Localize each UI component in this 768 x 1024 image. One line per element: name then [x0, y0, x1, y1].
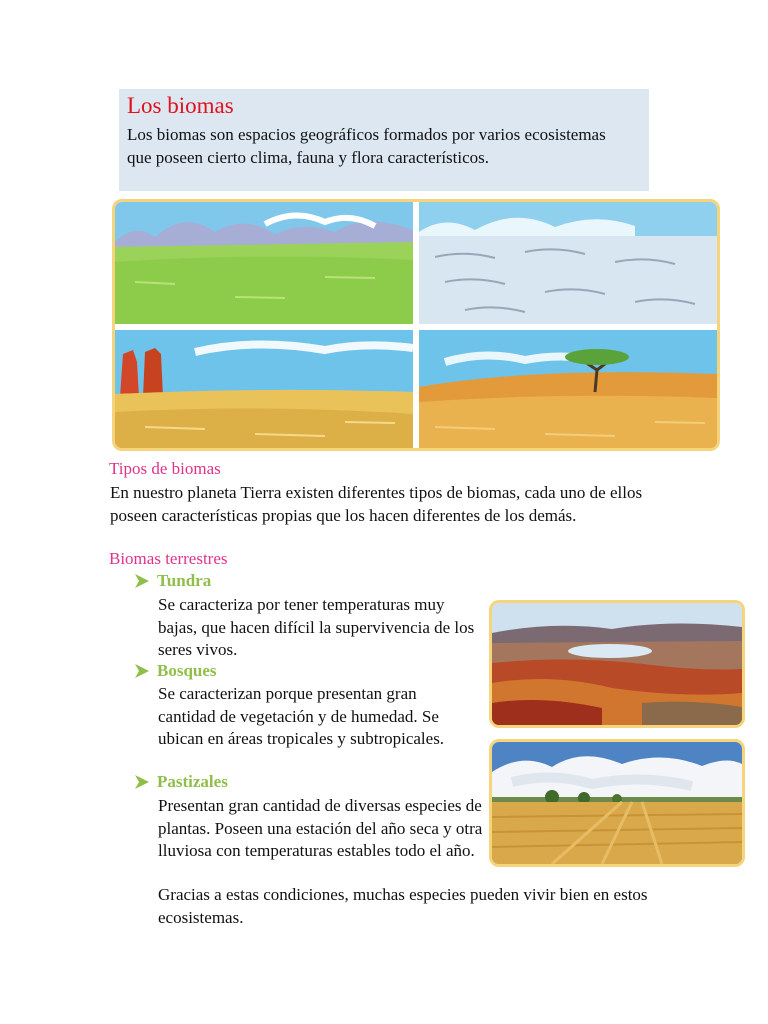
bullet-label-pastizales: Pastizales — [157, 772, 228, 791]
list-item-pastizales — [133, 772, 228, 792]
pastizales-extra-text: Gracias a estas condiciones, muchas especies pueden vivir bien en estos ecosistemas. — [158, 885, 648, 927]
intro-box — [119, 89, 649, 191]
list-item-bosques — [133, 661, 217, 681]
bullet-label-tundra: Tundra — [157, 571, 212, 590]
pastizales-text: Presentan gran cantidad de diversas especies de plantas. Poseen una estación del año seca y otra lluviosa con temperaturas estables todo el año. — [158, 796, 483, 860]
list-item-tundra — [133, 571, 211, 591]
types-heading: Tipos de biomas — [109, 459, 221, 478]
arrow-bullet-icon — [133, 573, 151, 589]
bullet-label-bosques: Bosques — [157, 661, 217, 680]
types-text: En nuestro planeta Tierra existen diferentes tipos de biomas, cada uno de ellos poseen características propias que los hacen diferentes de los demás. — [110, 483, 643, 525]
page-title: Los biomas — [127, 93, 234, 118]
grassland-mountains-illustration — [115, 202, 413, 324]
terrestrial-heading: Biomas terrestres — [109, 549, 228, 568]
biome-illustration-grid — [112, 199, 720, 451]
arrow-bullet-icon — [133, 663, 151, 679]
tundra-snow-illustration — [419, 202, 717, 324]
grassland-photo — [489, 739, 745, 867]
desert-rocks-illustration — [115, 330, 413, 448]
tundra-text: Se caracteriza por tener temperaturas muy bajas, que hacen difícil la supervivencia de los seres vivos. — [158, 595, 475, 659]
tundra-photo — [489, 600, 745, 728]
arrow-bullet-icon — [133, 774, 151, 790]
savanna-acacia-illustration — [419, 330, 717, 448]
intro-text: Los biomas son espacios geográficos formados por varios ecosistemas que poseen cierto clima, fauna y flora característicos. — [127, 125, 606, 167]
bosques-text: Se caracterizan porque presentan gran cantidad de vegetación y de humedad. Se ubican en áreas tropicales y subtropicales. — [158, 684, 445, 748]
